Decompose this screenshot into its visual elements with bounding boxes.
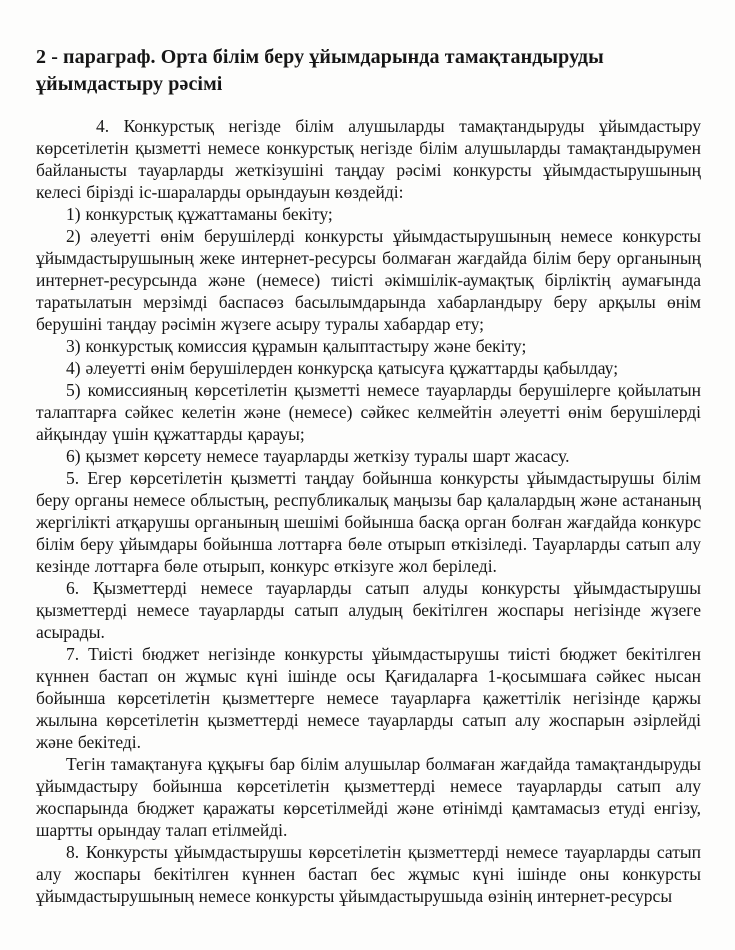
list-item-6: 6) қызмет көрсету немесе тауарларды жеткізу туралы шарт жасасу. <box>66 446 570 466</box>
section-heading: 2 - параграф. Орта білім беру ұйымдарында тамақтандыруды ұйымдастыру рәсімі <box>36 46 604 95</box>
list-item-1: 1) конкурстық құжаттаманы бекіту; <box>66 204 333 224</box>
paragraph-clause-7-continuation: Тегін тамақтануға құқығы бар білім алушылар болмаған жағдайда тамақтандыруды ұйымдастыру бойынша көрсетілетін қызметтерді немесе тауарларды сатып алу жоспарында бюджет қаражаты көрсетілмейді және өтінімді қамтамасыз етуді енгізу, шартты орындау талап етілмейді. <box>36 754 701 840</box>
list-item-4: 4) әлеуетті өнім берушілерден конкурсқа қатысуға құжаттарды қабылдау; <box>66 358 619 378</box>
list-item-3: 3) конкурстық комиссия құрамын қалыптастыру және бекіту; <box>66 336 527 356</box>
list-item-5: 5) комиссияның көрсетілетін қызметті немесе тауарларды берушілерге қойылатын талаптарға сәйкес келетін және (немесе) сәйкес келмейтін әлеуетті өнім берушілерді айқындау үшін құжаттарды қарауы; <box>36 380 701 444</box>
paragraph-clause-7: 7. Тиісті бюджет негізінде конкурсты ұйымдастырушы тиісті бюджет бекітілген күннен бастап он жұмыс күні ішінде осы Қағидаларға 1-қосымшаға сәйкес нысан бойынша көрсетілетін қызметтерге немесе тауарларға қажеттілік негізінде қаржы жылына көрсетілетін қызметтерді немесе тауарларды сатып алу жоспарын әзірлейді және бекітеді. <box>36 644 701 752</box>
paragraph-clause-5: 5. Егер көрсетілетін қызметті таңдау бойынша конкурсты ұйымдастырушы білім беру органы немесе облыстың, республикалық маңызы бар қалалардың және астананың жергілікті атқарушы органының шешімі бойынша басқа орган болған жағдайда конкурс білім беру ұйымдары бойынша лоттарға бөле отырып өткізіледі. Тауарларды сатып алу кезінде лоттарға бөле отырып, конкурс өткізуге жол беріледі. <box>36 468 701 576</box>
paragraph-clause-4: 4. Конкурстық негізде білім алушыларды тамақтандыруды ұйымдастыру көрсетілетін қызметті немесе конкурстық негізде білім алушыларды тамақтандырумен байланысты тауарларды жеткізушіні таңдау рәсімі конкурсты ұйымдастырушының келесі бірізді іс-шараларды орындауын көздейді: <box>36 116 701 202</box>
paragraph-clause-8: 8. Конкурсты ұйымдастырушы көрсетілетін қызметтерді немесе тауарларды сатып алу жоспары бекітілген күннен бастап бес жұмыс күні ішінде оны конкурсты ұйымдастырушының немесе конкурсты ұйымдастырушыда өзінің интернет-ресурсы <box>36 842 701 906</box>
list-item-2: 2) әлеуетті өнім берушілерді конкурсты ұйымдастырушының немесе конкурсты ұйымдастырушының жеке интернет-ресурсы болмаған жағдайда білім беру органының интернет-ресурсында және (немесе) тиісті әкімшілік-аумақтық бірліктің аумағында таратылатын мерзімді баспасөз басылымдарында хабарландыру беру арқылы өнім берушіні таңдау рәсімін жүзеге асыру туралы хабардар ету; <box>36 226 701 334</box>
paragraph-clause-6: 6. Қызметтерді немесе тауарларды сатып алуды конкурсты ұйымдастырушы қызметтерді немесе тауарларды сатып алудың бекітілген жоспары негізінде жүзеге асырады. <box>36 578 701 642</box>
